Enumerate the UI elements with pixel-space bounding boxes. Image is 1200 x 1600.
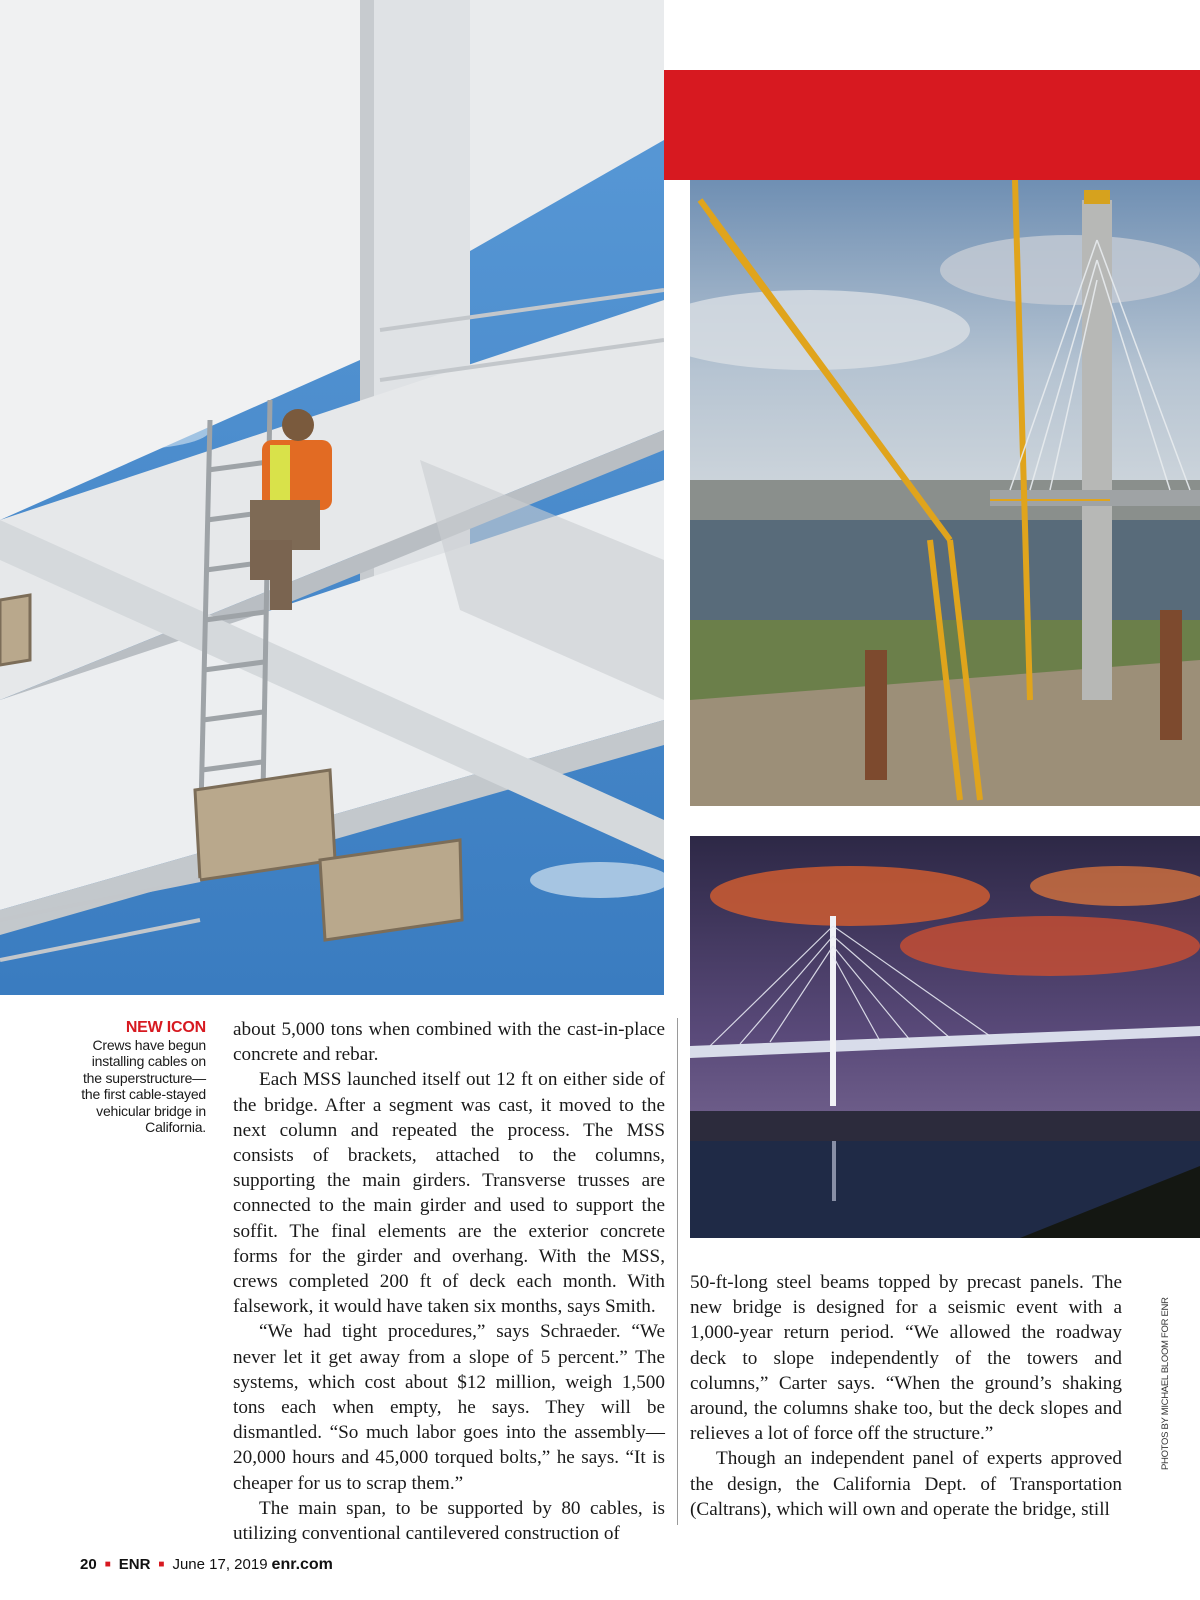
- article-paragraph: Though an independent panel of experts approved the design, the California Dept. of Transportation (Caltrans), which will own and operate the bridge, still: [690, 1448, 1122, 1520]
- footer-brand: ENR: [118, 1556, 151, 1573]
- caption-title: NEW ICON: [125, 1019, 206, 1036]
- photo-cranes-tower: [690, 180, 1200, 806]
- footer-site-link[interactable]: enr.com: [271, 1556, 333, 1573]
- square-bullet-icon: ■: [158, 1559, 165, 1570]
- page-footer: [80, 1556, 333, 1574]
- article-paragraph: about 5,000 tons when combined with the cast-in-place concrete and rebar.: [233, 1019, 665, 1066]
- red-banner: [664, 70, 1200, 180]
- photo-worker-on-girders: [0, 0, 664, 995]
- article-paragraph: Each MSS launched itself out 12 ft on either side of the bridge. After a segment was cast, it moved to the next column and repeated the process. The MSS consists of brackets, attached to the columns, supporting the main girders. Transverse trusses are connected to the main girder and used to support the soffit. The final elements are the exterior concrete forms for the girder and overhang. With the MSS, crews completed 200 ft of deck each month. With falsework, it would have taken six months, says Smith.: [233, 1069, 665, 1318]
- square-bullet-icon: ■: [104, 1559, 111, 1570]
- photo-credit: PHOTOS BY MICHAEL BLOOM FOR ENR: [1160, 1297, 1171, 1470]
- column-divider: [677, 1018, 678, 1525]
- article-paragraph: The main span, to be supported by 80 cables, is utilizing conventional cantilevered construction of: [233, 1497, 665, 1545]
- page-number: 20: [80, 1556, 97, 1573]
- caption-text: Crews have begun installing cables on the superstructure—the first cable-stayed vehicular bridge in California.: [81, 1036, 206, 1135]
- article-paragraph: “We had tight procedures,” says Schraeder. “We never let it get away from a slope of 5 percent.” The systems, which cost about $12 million, weigh 1,500 tons each when empty, he says. They will be dismantled. “So much labor goes into the assembly— 20,000 hours and 45,000 torqued bolts,” he says. “It is cheaper for us to scrap them.”: [233, 1321, 665, 1494]
- footer-date: June 17, 2019: [172, 1556, 268, 1573]
- article-column-left: [233, 1017, 665, 1546]
- photo-caption: [70, 1020, 206, 1136]
- article-paragraph: 50-ft-long steel beams topped by precast panels. The new bridge is designed for a seismic event with a 1,000-year return period. “We allowed the roadway deck to slope independently of the towers and columns,” Carter says. “When the ground’s shaking around, the columns shake too, but the deck slopes and relieves a lot of force off the structure.”: [690, 1272, 1122, 1445]
- article-column-right: [690, 1270, 1122, 1522]
- photo-bridge-rendering: [690, 836, 1200, 1238]
